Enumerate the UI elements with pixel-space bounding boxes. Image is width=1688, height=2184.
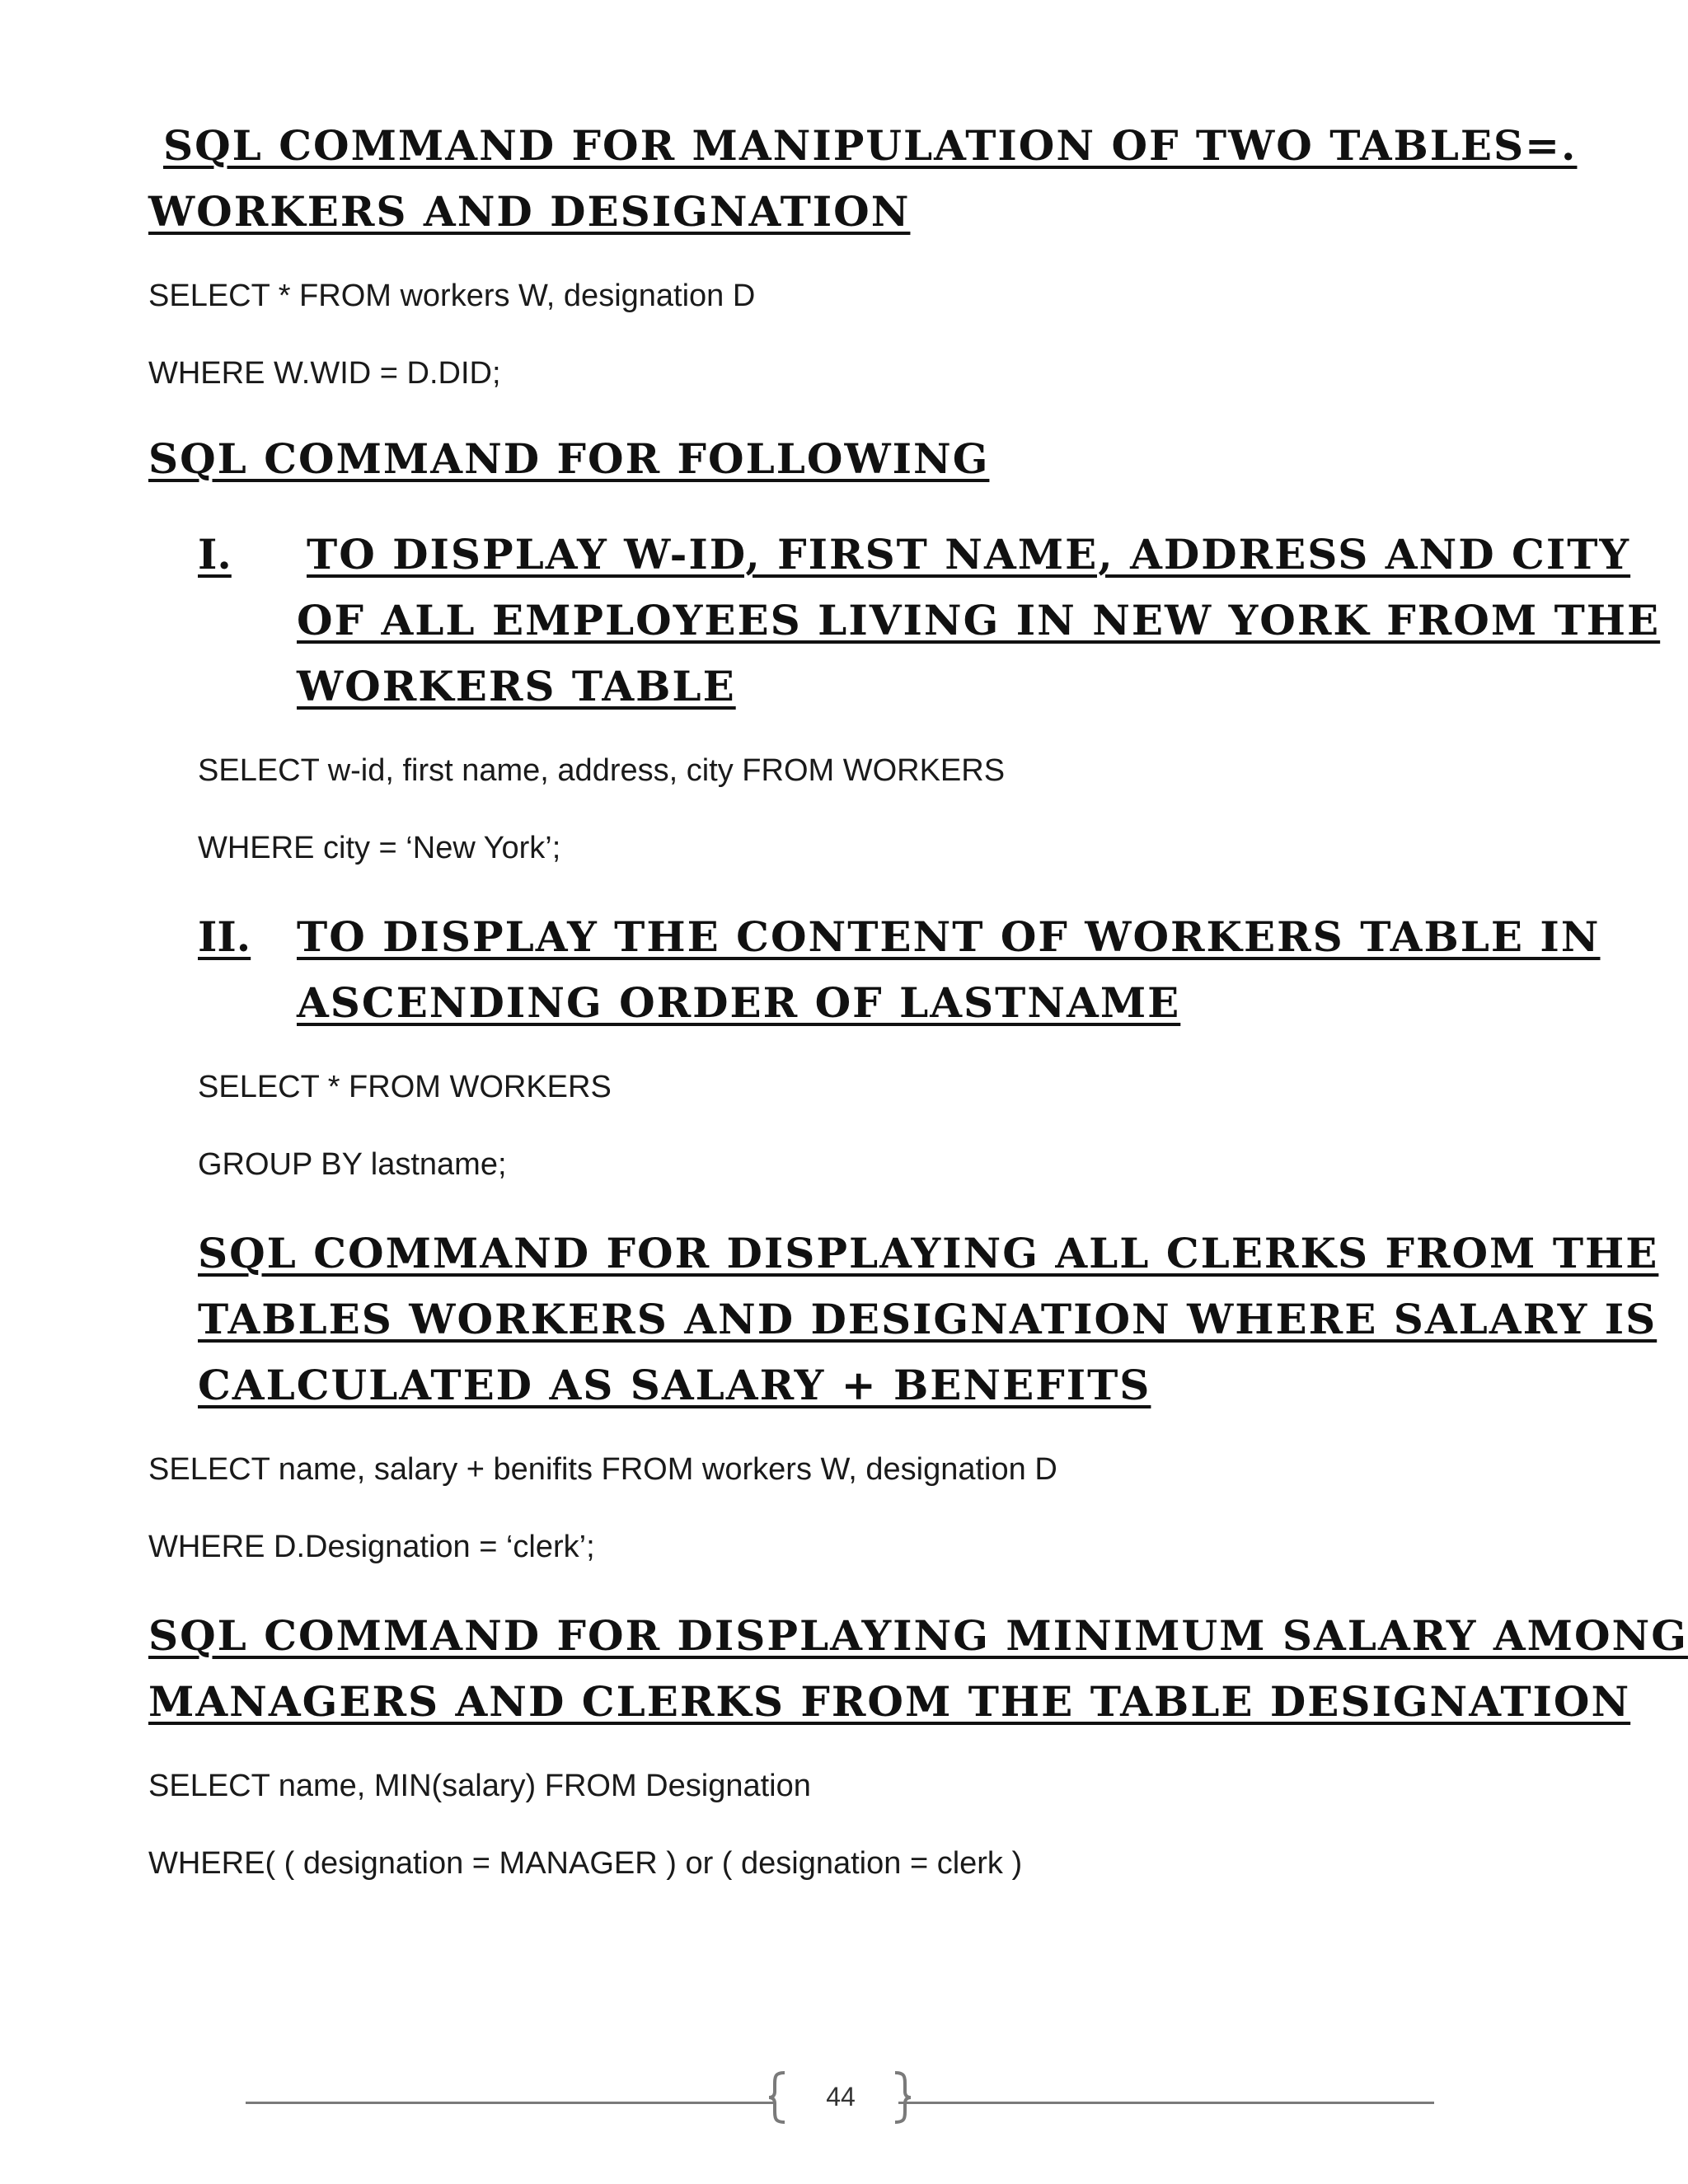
query1-line2: WHERE W.WID = D.DID;	[148, 356, 501, 391]
item1-line1: TO DISPLAY W-ID, FIRST NAME, ADDRESS AND CITY	[307, 530, 1631, 579]
item1-query-line2: WHERE city = ‘New York’;	[198, 831, 561, 865]
item2-line1: TO DISPLAY THE CONTENT OF WORKERS TABLE IN	[297, 912, 1601, 961]
item2-query-line2: GROUP BY lastname;	[198, 1147, 507, 1182]
item1-line3: WORKERS TABLE	[297, 662, 736, 710]
heading-min-salary-line1: SQL COMMAND FOR DISPLAYING MINIMUM SALARY AMONG	[148, 1611, 1688, 1660]
heading-clerks-line1: SQL COMMAND FOR DISPLAYING ALL CLERKS FROM THE	[198, 1229, 1659, 1277]
query1-line1: SELECT * FROM workers W, designation D	[148, 279, 756, 313]
heading-two-tables-line1: SQL COMMAND FOR MANIPULATION OF TWO TABLES=.	[163, 121, 1578, 170]
query4-line1: SELECT name, MIN(salary) FROM Designation	[148, 1769, 811, 1803]
heading-following: SQL COMMAND FOR FOLLOWING	[148, 434, 990, 483]
heading-clerks-line3: CALCULATED AS SALARY + BENEFITS	[198, 1361, 1151, 1409]
query4-line2: WHERE( ( designation = MANAGER ) or ( designation = clerk )	[148, 1846, 1023, 1881]
item1-number: I.	[198, 530, 232, 579]
heading-clerks-line2: TABLES WORKERS AND DESIGNATION WHERE SALARY IS	[198, 1295, 1658, 1343]
right-brace-icon	[892, 2070, 913, 2125]
query3-line2: WHERE D.Designation = ‘clerk’;	[148, 1530, 595, 1564]
heading-two-tables-line2: WORKERS AND DESIGNATION	[148, 187, 911, 236]
footer-rule-right	[898, 2102, 1434, 2104]
item2-query-line1: SELECT * FROM WORKERS	[198, 1070, 612, 1104]
item1-query-line1: SELECT w-id, first name, address, city FROM WORKERS	[198, 753, 1006, 788]
footer-rule-left	[246, 2102, 773, 2104]
item1-line2: OF ALL EMPLOYEES LIVING IN NEW YORK FROM THE	[297, 596, 1661, 644]
item2-line2: ASCENDING ORDER OF LASTNAME	[297, 978, 1181, 1027]
item2-number: II.	[198, 912, 251, 961]
page-number: 44	[826, 2082, 856, 2111]
left-brace-icon	[767, 2070, 788, 2125]
heading-min-salary-line2: MANAGERS AND CLERKS FROM THE TABLE DESIGNATION	[148, 1677, 1631, 1726]
query3-line1: SELECT name, salary + benifits FROM workers W, designation D	[148, 1452, 1057, 1487]
